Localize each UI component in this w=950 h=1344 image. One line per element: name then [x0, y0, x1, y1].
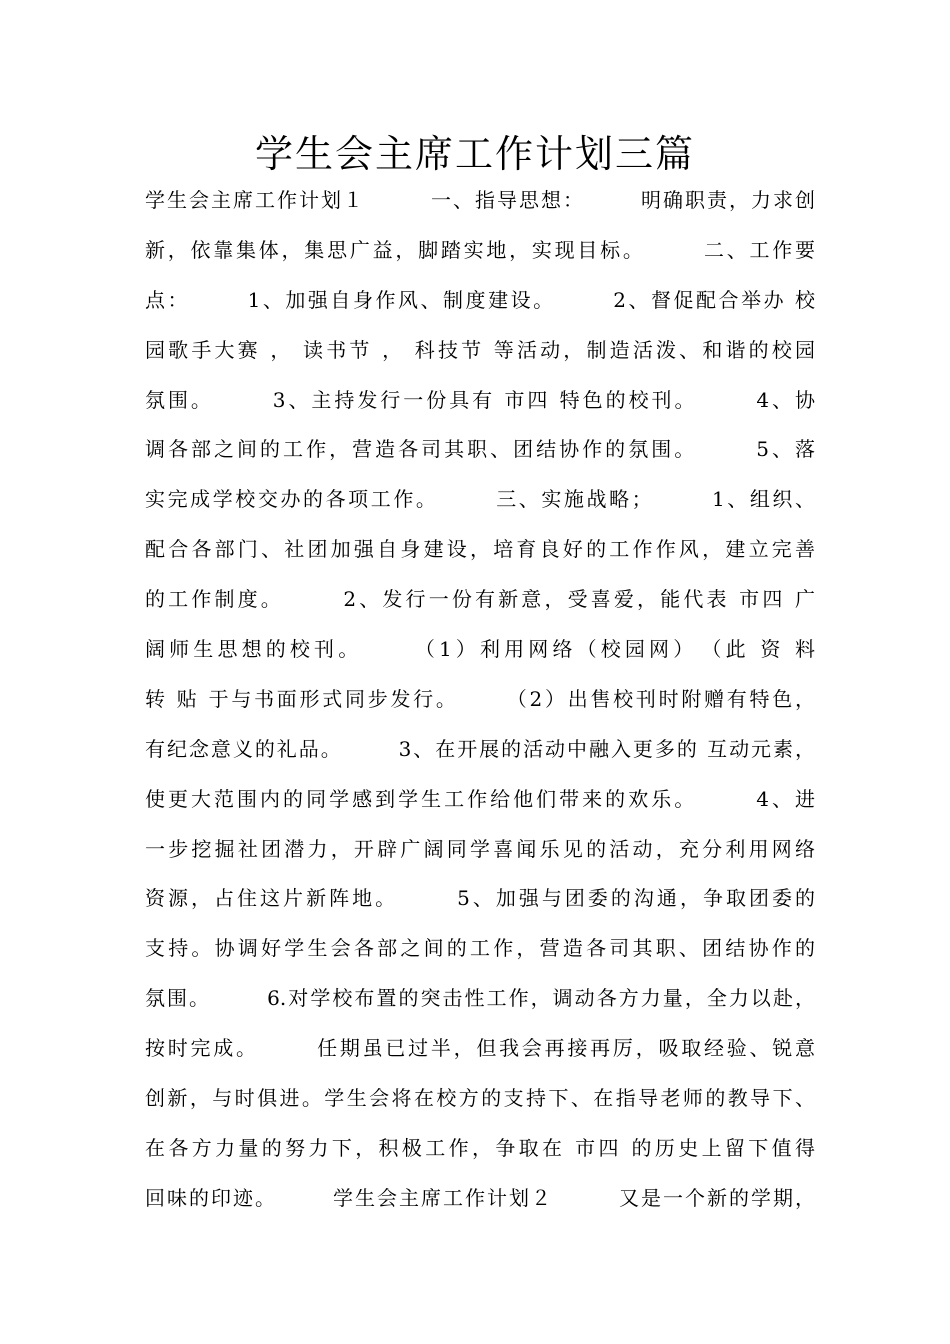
body-line: 调各部之间的工作，营造各司其职、团结协作的氛围。 5、落	[145, 437, 815, 462]
body-line: 有纪念意义的礼品。 3、在开展的活动中融入更多的 互动元素，	[145, 736, 815, 761]
body-line: 氛围。 3、主持发行一份具有 市四 特色的校刊。 4、协	[145, 387, 815, 412]
document-body	[145, 176, 815, 1224]
body-line: 氛围。 6.对学校布置的突击性工作，调动各方力量，全力以赴，	[145, 986, 815, 1011]
body-line: 转 贴 于与书面形式同步发行。 （2）出售校刊时附赠有特色，	[145, 686, 815, 711]
body-line: 实完成学校交办的各项工作。 三、实施战略； 1、组织、	[145, 487, 815, 512]
body-line: 在各方力量的努力下，积极工作，争取在 市四 的历史上留下值得	[145, 1135, 815, 1160]
body-line: 点： 1、加强自身作风、制度建设。 2、督促配合举办 校	[145, 287, 815, 312]
body-line: 一步挖掘社团潜力，开辟广阔同学喜闻乐见的活动，充分利用网络	[145, 836, 815, 861]
body-line: 学生会主席工作计划１ 一、指导思想： 明确职责，力求创	[145, 188, 815, 212]
body-line: 园歌手大赛 ， 读书节 ， 科技节 等活动，制造活泼、和谐的校园	[145, 337, 815, 362]
body-line: 使更大范围内的同学感到学生工作给他们带来的欢乐。 4、进	[145, 786, 815, 811]
body-line: 资源，占住这片新阵地。 5、加强与团委的沟通，争取团委的	[145, 886, 815, 911]
body-line: 新，依靠集体，集思广益，脚踏实地，实现目标。 二、工作要	[145, 237, 815, 262]
body-line: 创新，与时俱进。学生会将在校方的支持下、在指导老师的教导下、	[145, 1086, 815, 1111]
body-line: 按时完成。 任期虽已过半，但我会再接再厉，吸取经验、锐意	[145, 1036, 815, 1061]
body-line: 配合各部门、社团加强自身建设，培育良好的工作作风，建立完善	[145, 537, 815, 562]
body-line: 回味的印迹。 学生会主席工作计划２ 又是一个新的学期，	[145, 1185, 815, 1210]
body-line: 阔师生思想的校刊。 （1）利用网络（校园网） （此 资 料	[145, 637, 815, 662]
body-line: 的工作制度。 2、发行一份有新意，受喜爱，能代表 市四 广	[145, 587, 815, 612]
body-line: 支持。协调好学生会各部之间的工作，营造各司其职、团结协作的	[145, 936, 815, 961]
document-title: 学生会主席工作计划三篇	[254, 132, 695, 176]
